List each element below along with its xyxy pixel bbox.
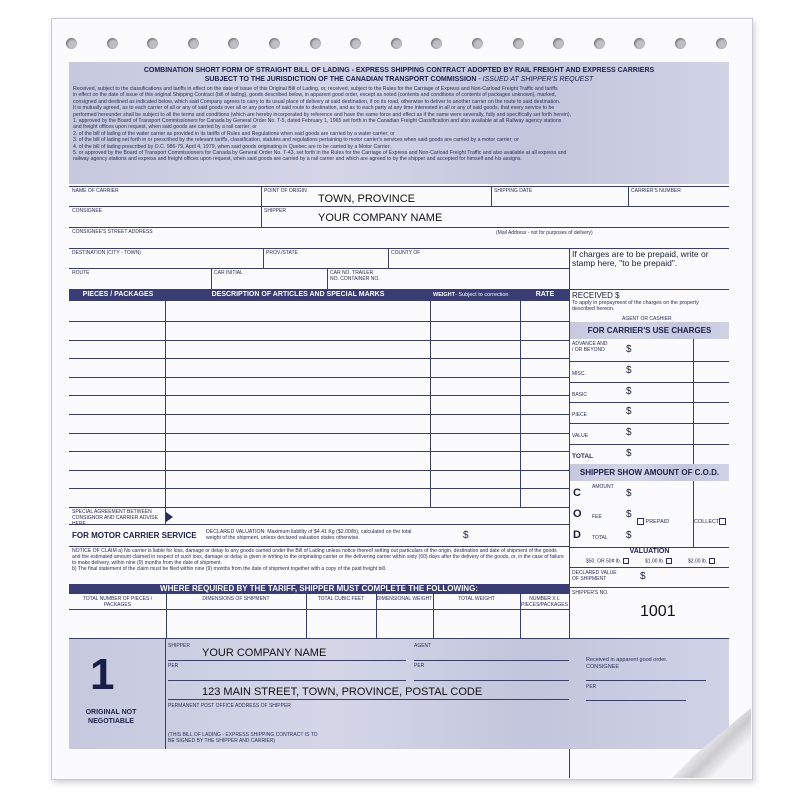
binding-hole [594,38,605,49]
prepaid-label: PREPAID [645,518,670,525]
charge-label: PIECE [572,412,588,419]
charge-label: ADVANCE AND / OR BEYOND [572,341,608,353]
collect-option[interactable] [694,518,726,525]
charge-label: MISC. [572,370,586,377]
valuation-option-label: $50. OR 50¢ lb. [586,558,622,565]
table-row [69,488,569,489]
table-row [69,340,569,341]
prov-state-label: PROV./STATE [266,250,298,256]
car-no-label: CAR NO. TRAILER NO. CONTAINER NO. [330,270,380,282]
binding-hole [188,38,199,49]
prepaid-option[interactable] [637,518,669,525]
col-weight [433,292,509,298]
charge-dollar[interactable]: $ [626,406,632,418]
table-row [69,470,569,471]
charge-row-line [569,444,729,445]
declared-value-dollar: $ [640,571,646,582]
valuation-option-label: $1.00 lb. [645,558,665,565]
permanent-address-label: PERMANENT POST OFFICE ADDRESS OF SHIPPER [168,703,291,709]
footer-shipper-label: SHIPPER [168,643,190,649]
legal-line: 4. of the bill of lading prescribed by O.C. 986-79, April 4, 1979, when said goods originating in Quebec are to be carried by a Motor Carrier; [73,143,391,150]
legal-line: 1. approved by the Board of Transport Commissioners for Canada by General Order No. T-5, dated February 1, 1965 set forth in the Canadian Freight Classification and also available at all Railway agency stations [73,118,562,125]
cod-letter: C [573,487,581,499]
legal-terms [73,86,727,163]
cod-dollar[interactable]: $ [626,530,632,541]
table-row [69,395,569,396]
motor-dollar: $ [463,530,469,541]
tariff-header: WHERE REQUIRED BY THE TARIFF, SHIPPER MUST COMPLETE THE FOLLOWING: [69,584,569,594]
tariff-col-label: NUMBER X L PIECES/PACKAGES [521,596,568,608]
signed-note: (THIS BILL OF LADING - EXPRESS SHIPPING CONTRACT IS TO BE SIGNED BY THE SHIPPER AND CARRIER) [168,732,318,744]
arrow-right-icon [166,512,173,522]
agent-label: AGENT [414,643,432,649]
binding-hole [310,38,321,49]
tariff-col-label: TOTAL CUBIC FEET [317,596,365,602]
cod-header: SHIPPER SHOW AMOUNT OF C.O.D. [579,468,720,477]
valuation-option[interactable] [688,558,715,564]
legal-line: 3. of the bill of lading set forth in or prescribed by the relevant tariffs, classification, statutes and regulations pertaining to motor carrier's services when said goods are carried by a motor carrier; or [73,137,519,144]
valuation-option[interactable] [586,558,629,564]
tariff-divider [166,594,167,638]
received-label: RECEIVED $ [572,291,620,300]
legal-line: performed hereunder shall be subject to all the terms and conditions (which are hereby incorporated by reference and have the same force and effect as if the same were severally, fully and specifically set forth herein), [73,111,572,118]
legal-line: Received, subject to the classifications and tariffs in effect on the date of issue of this Original Bill of Lading, or, received, subject to the Rules for the Carriage of Express and Non-Carload Freight Traffic and tariffs [73,86,558,92]
received-consignee-label: Received in apparent good order. CONSIGNEE [586,657,668,670]
copy-number: 1 [90,650,115,699]
cod-label: TOTAL [592,535,608,541]
valuation-checkbox[interactable] [666,558,672,564]
name-of-carrier-label: NAME OF CARRIER [72,188,119,194]
tariff-col-label: DIMENSIONS OF SHIPMENT [202,596,270,602]
consignee-label: CONSIGNEE [72,208,103,214]
tariff-col-label: DIMENSIONAL WEIGHT [376,596,433,602]
binding-hole [66,38,77,49]
car-initial-label: CAR INITIAL [214,270,243,276]
tariff-divider [433,594,434,638]
col-weight-text: WEIGHT [433,292,455,298]
claim-b: b) The final statement of the claim must be filed within nine (9) months from the date of shipment together with a copy of the paid freight bill. [72,566,387,572]
shippers-number: 1001 [640,603,676,620]
consignee-street-label: CONSIGNEE'S STREET ADDRESS [72,229,153,235]
charge-dollar[interactable]: $ [626,427,632,439]
valuation-option[interactable] [645,558,672,564]
declared-valuation-text: DECLARED VALUATION: Maximum liability of $4.41 Kg ($2.00/lb), calculated on the total weight of the shipment, unless declared valuation states otherwise. [206,529,412,541]
tariff-col-label: TOTAL NUMBER OF PIECES / PACKAGES [82,596,153,608]
destination-label: DESTINATION (CITY - TOWN) [72,250,141,256]
carrier-charges-header: FOR CARRIER'S USE CHARGES [587,326,712,335]
shippers-no-label: SHIPPER'S NO. [572,590,609,596]
charge-dollar[interactable]: $ [626,385,632,397]
charge-row-line [569,382,729,383]
declared-value-label: DECLARED VALUE OF SHIPMENT [572,570,617,582]
valuation-option-label: $2.00 lb. [688,558,708,565]
cod-label: AMOUNT [592,484,614,490]
col-description: DESCRIPTION OF ARTICLES AND SPECIAL MARKS [211,291,385,298]
charge-row-line [569,361,729,362]
col-rate: RATE [535,291,555,298]
received-note: To apply in prepayment of the charges on the property described hereon. [572,300,699,312]
tariff-divider [306,594,307,638]
shipper-address-field[interactable]: 123 MAIN STREET, TOWN, PROVINCE, POSTAL CODE [202,686,483,698]
cod-letter: D [573,529,581,541]
consignee-per-label: PER [586,684,597,690]
subtitle-text: SUBJECT TO THE JURISDICTION OF THE CANADIAN TRANSPORT COMMISSION [204,76,477,83]
original-not-negotiable: ORIGINAL NOT NEGOTIABLE [85,709,137,725]
legal-line: 5. or approved by the Board of Transport Commissioners for Canada by General Order No. T-43, set forth in the Rules for the Carriage of Express and Non-Carload Freight Traffic and also available at all express and [73,150,567,157]
table-row [69,507,569,508]
binding-hole [675,38,686,49]
prepaid-checkbox[interactable] [637,518,644,525]
special-agreement-label: SPECIAL AGREEMENT BETWEEN CONSIGNOR AND CARRIER ADVISE [72,509,158,521]
col-pieces: PIECES / PACKAGES [82,291,154,298]
legal-line: consigned and destined as indicated below, which said Company agrees to carry to its usual place of delivery at said destination, if on its road, otherwise to deliver to another carrier on the route to said destination. [73,98,561,105]
charge-dollar[interactable]: $ [626,364,632,376]
binding-hole [716,38,727,49]
table-row [69,321,569,322]
tariff-divider [520,594,521,638]
col-weight-note: - Subject to correction [455,292,509,298]
valuation-checkbox[interactable] [709,558,715,564]
table-row [69,377,569,378]
charge-row-line [569,402,729,403]
agent-or-cashier-label: AGENT OR CASHIER [622,316,672,322]
footer-shipper-field[interactable]: YOUR COMPANY NAME [202,647,327,659]
county-of-label: COUNTY OF [391,250,421,256]
footer-per-label: PER [168,663,179,669]
motor-carrier-label: FOR MOTOR CARRIER SERVICE [72,531,197,540]
cod-dollar[interactable]: $ [626,509,632,520]
binding-hole [269,38,280,49]
collect-checkbox[interactable] [719,518,726,525]
charge-label: VALUE [572,433,589,440]
legal-line: 2. of the bill of lading of the water carrier as provided in its tariffs of Rules and Regulations when said goods are carried by a water carrier; or [73,130,395,137]
binding-hole [107,38,118,49]
legal-line: and freight offices upon request, when said goods are carried by a rail carrier; or [73,124,257,131]
valuation-header: VALUATION [629,548,670,555]
binding-hole [472,38,483,49]
binding-hole [391,38,402,49]
legal-line: It is mutually agreed, as to each carrier of all or any of said goods over all or any portion of said route to destination, and as to each party at any time interested in all or any of said goods, that every service to be [73,105,555,112]
shipping-date-label: SHIPPING DATE [494,188,533,194]
form-subtitle [69,76,729,83]
binding-hole [513,38,524,49]
table-row [69,433,569,434]
shipper-label: SHIPPER [264,208,286,214]
table-row [69,358,569,359]
legal-line: railway agency stations and express and freight offices upon request, when said goods are carried by a rail carrier and which are agreed to by the shipper and accepted for himself and his assigns. [73,156,522,163]
cod-dollar[interactable]: $ [626,488,632,499]
cod-letter: O [573,508,582,520]
charge-dollar[interactable]: $ [626,344,632,355]
subtitle-note: - ISSUED AT SHIPPER'S REQUEST [478,76,594,83]
tariff-col-label: TOTAL WEIGHT [458,596,495,602]
route-label: ROUTE [72,270,90,276]
collect-label: COLLECT [694,518,720,525]
shipper-field[interactable]: YOUR COMPANY NAME [318,212,443,224]
carriers-number-label: CARRIER'S NUMBER [631,188,681,194]
legal-line: in effect on the date of issue of this original Shipping Contract (bill of lading), goods described below, in apparent good order, except as noted (contents and conditions of contents of packages unknown), marked, [73,92,556,99]
charge-label: BASIC [572,391,588,398]
claim-a: NOTICE OF CLAIM a) No carrier is liable for loss, damage or delay to any goods carried under the Bill of Lading unless notice thereof setting out particulars of the origin, destination and date of shipment of the goods and the estimated amount claimed in respect of such loss, damage or delay is given in writing to the originating carrier or the delivering carrier within sixty (60) days after the delivery of the goods, or, in the case of failure to make delivery, within nine (9) months from the date of shipment. [72,548,564,566]
cod-label: FEE [592,514,602,520]
prepaid-instruction: If charges are to be prepaid, write or stamp here, "to be prepaid". [572,249,709,268]
tariff-divider [376,594,377,638]
charge-row-line [569,423,729,424]
point-of-origin-field[interactable]: TOWN, PROVINCE [318,193,415,205]
agent-per-label: PER [414,663,425,669]
table-row [69,414,569,415]
charge-label: TOTAL [572,453,594,460]
point-of-origin-label: POINT OF ORIGIN [264,188,307,194]
valuation-checkbox[interactable] [623,558,629,564]
mail-address-note: (Mail Address - not for purposes of delivery) [496,230,593,236]
table-row [69,451,569,452]
form-title: COMBINATION SHORT FORM OF STRAIGHT BILL OF LADING - EXPRESS SHIPPING CONTRACT ADOPTED BY RAIL FREIGHT AND EXPRESS CARRIERS [143,67,655,74]
charge-dollar[interactable]: $ [626,448,632,459]
notice-of-claim [72,548,566,572]
